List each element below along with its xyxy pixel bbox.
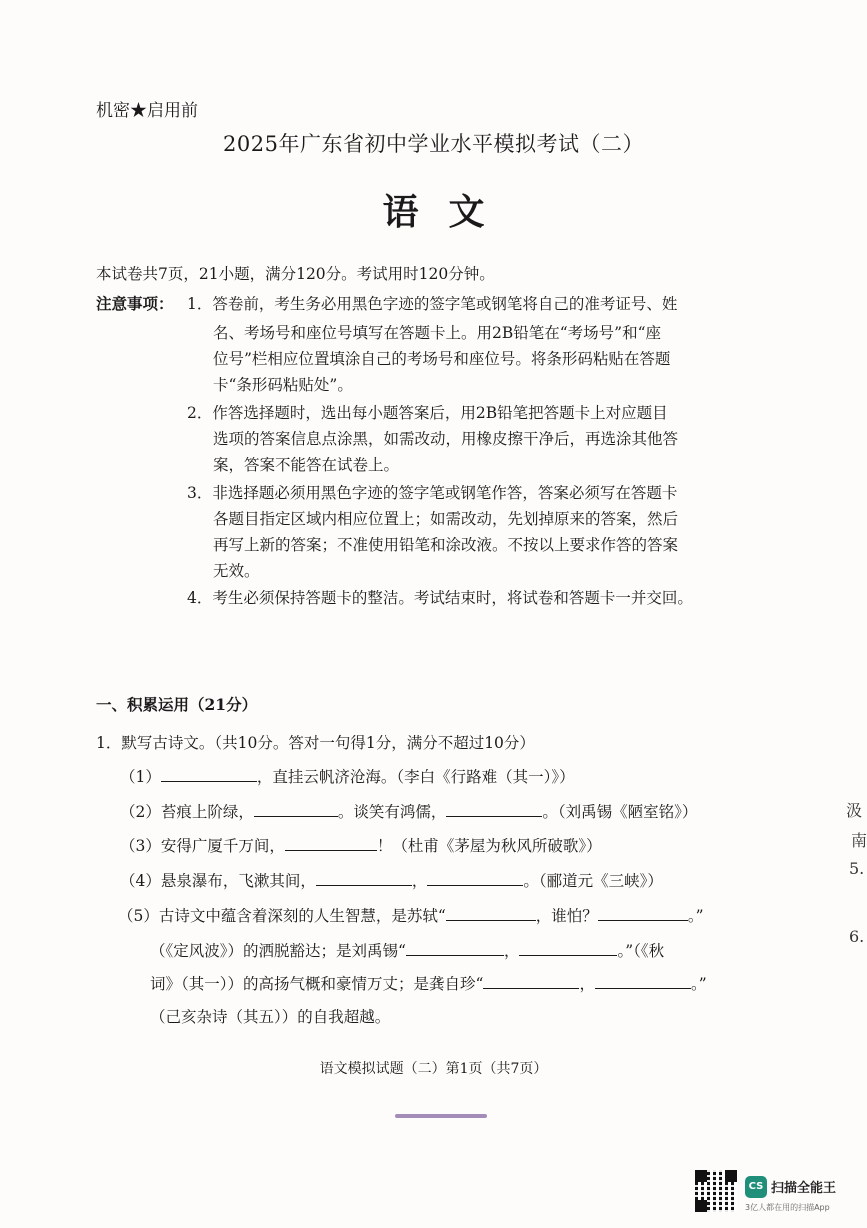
notice-line: 名、考场号和座位号填写在答题卡上。用2B铅笔在“考场号”和“座 (213, 324, 662, 342)
page-footer: 语文模拟试题（二）第1页（共7页） (319, 1061, 548, 1077)
scan-artifact (395, 1114, 487, 1118)
question-1-title: 1．默写古诗文。（共10分。答对一句得1分，满分不超过10分） (96, 734, 535, 752)
notice-line: 各题目指定区域内相应位置上；如需改动，先划掉原来的答案，然后 (213, 510, 679, 528)
item-text: ， (503, 942, 520, 960)
exam-title: 2025年广东省初中学业水平模拟考试（二） (223, 132, 644, 156)
scanner-tagline: 3亿人都在用的扫描App (745, 1203, 830, 1212)
item-text: （4）悬泉瀑布，飞漱其间， (120, 872, 316, 890)
item-text: 。”（《秋 (617, 942, 665, 960)
answer-blank[interactable] (519, 941, 617, 956)
edge-fragment: 5. (849, 859, 865, 878)
item-text: 。谈笑有鸿儒， (337, 803, 447, 821)
item-text: 。” (687, 907, 704, 925)
edge-fragment: 南 (851, 831, 867, 850)
question-item-5-line-4: （己亥杂诗（其五））的自我超越。 (150, 1008, 391, 1026)
item-text: （《定风波》）的洒脱豁达；是刘禹锡“ (150, 942, 406, 960)
answer-blank[interactable] (598, 906, 688, 921)
notice-line: 4．考生必须保持答题卡的整洁。考试结束时，将试卷和答题卡一并交回。 (187, 589, 693, 607)
qr-code-icon (695, 1170, 737, 1212)
question-item-1 (120, 765, 575, 787)
notice-line: 2．作答选择题时，选出每小题答案后，用2B铅笔把答题卡上对应题目 (187, 404, 668, 422)
question-item-4 (120, 869, 663, 891)
item-text: ， (579, 975, 595, 993)
answer-blank[interactable] (161, 767, 257, 782)
answer-blank[interactable] (595, 974, 691, 989)
notice-line: 再写上新的答案；不准使用铅笔和涂改液。不按以上要求作答的答案 (213, 536, 679, 554)
item-text: ！（杜甫《茅屋为秋风所破歌》） (376, 837, 602, 855)
notice-label: 注意事项： (96, 294, 174, 313)
notice-line: 位号”栏相应位置填涂自己的考场号和座位号。将条形码粘贴在答题 (213, 350, 671, 368)
item-text: （1） (120, 768, 161, 786)
item-text: （2）苔痕上阶绿， (120, 803, 254, 821)
confidential-label: 机密★启用前 (96, 101, 198, 121)
notice-line: 卡“条形码粘贴处”。 (213, 376, 353, 394)
question-item-3 (120, 834, 602, 856)
answer-blank[interactable] (406, 941, 504, 956)
edge-fragment: 汲 (846, 801, 863, 820)
answer-blank[interactable] (316, 871, 412, 886)
section-heading: 一、积累运用（21分） (96, 695, 258, 714)
item-text: （3）安得广厦千万间， (120, 837, 285, 855)
item-text: （5）古诗文中蕴含着深刻的人生智慧，是苏轼“ (118, 907, 446, 925)
answer-blank[interactable] (446, 906, 536, 921)
item-text: 。” (690, 975, 707, 993)
notice-line: 3．非选择题必须用黑色字迹的签字笔或钢笔作答，答案必须写在答题卡 (187, 484, 678, 502)
notice-line: 1．答卷前，考生务必用黑色字迹的签字笔或钢笔将自己的准考证号、姓 (187, 295, 678, 313)
item-text: ， (411, 872, 428, 890)
question-item-2 (120, 800, 697, 822)
answer-blank[interactable] (254, 802, 338, 817)
question-item-5-line-1 (118, 904, 704, 926)
notice-line: 无效。 (213, 562, 260, 580)
answer-blank[interactable] (483, 974, 579, 989)
item-text: ，谁怕？ (535, 907, 598, 925)
question-item-5-line-3 (150, 972, 707, 994)
answer-blank[interactable] (285, 836, 377, 851)
notice-line: 案，答案不能答在试卷上。 (213, 456, 400, 474)
scanner-logo-icon: CS (745, 1176, 767, 1198)
edge-fragment: 6. (849, 927, 865, 946)
answer-blank[interactable] (427, 871, 523, 886)
exam-intro: 本试卷共7页，21小题，满分120分。考试用时120分钟。 (96, 265, 495, 283)
notice-line: 选项的答案信息点涂黑，如需改动，用橡皮擦干净后，再选涂其他答 (213, 430, 679, 448)
item-text: ，直挂云帆济沧海。（李白《行路难（其一）》） (256, 768, 575, 786)
item-text: 。（郦道元《三峡》） (523, 872, 663, 890)
question-item-5-line-2 (150, 939, 664, 961)
answer-blank[interactable] (446, 802, 542, 817)
subject-title: 语文 (382, 191, 515, 233)
item-text: 词》（其一））的高扬气概和豪情万丈；是龚自珍“ (150, 975, 484, 993)
item-text: 。（刘禹锡《陋室铭》） (542, 803, 698, 821)
scanner-app-name: 扫描全能王 (771, 1181, 837, 1196)
